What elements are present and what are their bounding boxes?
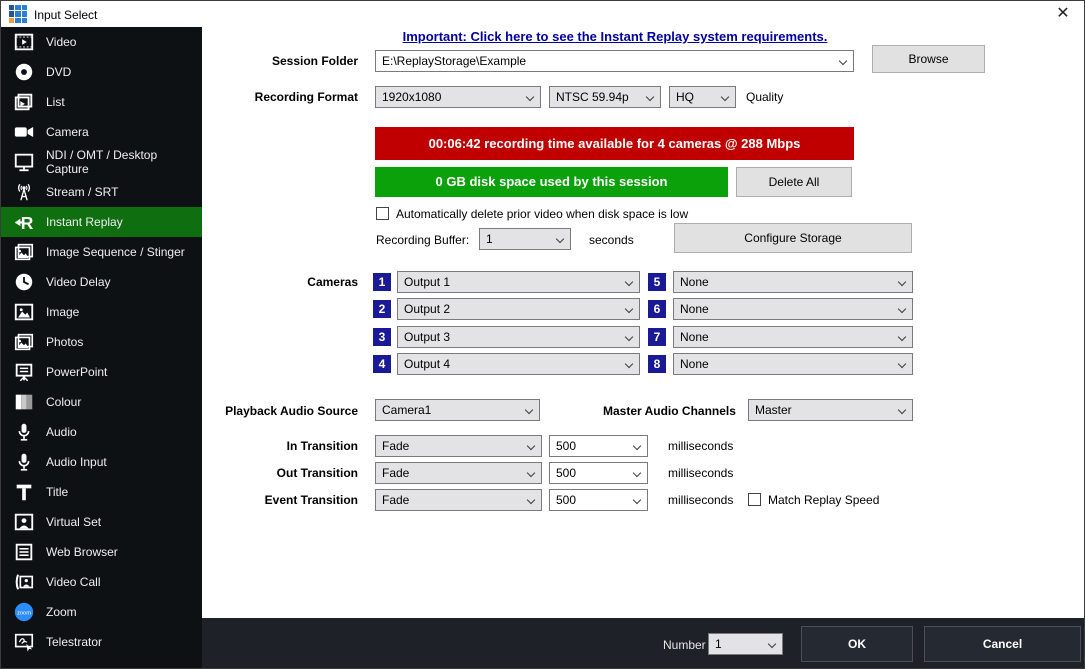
sidebar-item-stream-srt[interactable] [1,177,202,207]
svg-text:R: R [20,212,34,233]
camera-1-select[interactable]: Output 1 [397,271,640,293]
monitor-icon [11,151,37,173]
out-transition-effect-select[interactable]: Fade [375,462,542,484]
session-folder-input[interactable]: E:\ReplayStorage\Example [375,50,854,72]
sidebar-item-powerpoint[interactable] [1,357,202,387]
sidebar-item-label: Stream / SRT [46,185,119,199]
recording-format-label: Recording Format [254,90,358,104]
camera-number-badge: 1 [373,273,391,291]
cancel-button[interactable]: Cancel [924,626,1081,662]
sidebar-item-label: Image Sequence / Stinger [46,245,185,259]
sidebar-item-video-call[interactable] [1,567,202,597]
camera-3-select[interactable]: Output 3 [397,326,640,348]
sidebar-item-dvd[interactable] [1,57,202,87]
frame-rate-select[interactable]: NTSC 59.94p [549,86,661,108]
chevron-down-icon [625,361,633,369]
master-audio-channels-label: Master Audio Channels [603,404,736,418]
number-label: Number [663,638,706,652]
chevron-down-icon [898,407,906,415]
chevron-down-icon [625,306,633,314]
sidebar-item-list[interactable] [1,87,202,117]
chevron-down-icon [556,236,564,244]
sidebar-item-label: Instant Replay [46,215,123,229]
chevron-down-icon [633,443,641,451]
sidebar-item-label: Camera [46,125,89,139]
letter-t-icon [11,481,37,503]
sidebar-item-zoom[interactable] [1,597,202,627]
chevron-down-icon [646,94,654,102]
camera-7-select[interactable]: None [673,326,913,348]
chevron-down-icon [527,443,535,451]
chevron-down-icon [633,470,641,478]
chevron-down-icon [839,58,847,66]
person-frame-icon [11,511,37,533]
dialog-footer [202,618,1085,669]
sidebar-item-label: List [46,95,65,109]
sidebar-item-web-browser[interactable] [1,537,202,567]
antenna-icon [11,181,37,203]
stack-play-icon [11,91,37,113]
microphone-icon [11,451,37,473]
configure-storage-button[interactable]: Configure Storage [674,223,912,253]
replay-icon [11,211,37,233]
sidebar-item-label: Telestrator [46,635,103,649]
film-play-icon [11,31,37,53]
chevron-down-icon [527,470,535,478]
camera-number-badge: 6 [648,300,666,318]
sidebar-item-label: Video Call [46,575,101,589]
ok-button[interactable]: OK [801,626,913,662]
browser-icon [11,541,37,563]
milliseconds-label: milliseconds [668,493,734,507]
camera-2-select[interactable]: Output 2 [397,298,640,320]
chevron-down-icon [898,306,906,314]
in-transition-label: In Transition [286,439,358,453]
camera-number-badge: 7 [648,328,666,346]
sidebar-item-video[interactable] [1,27,202,57]
svg-text:zoom: zoom [17,610,31,617]
sidebar-item-title[interactable] [1,477,202,507]
sidebar-item-image[interactable] [1,297,202,327]
quality-label: Quality [746,90,784,104]
chevron-down-icon [527,497,535,505]
session-folder-label: Session Folder [271,54,358,68]
master-audio-channels-select[interactable]: Master [748,399,913,421]
video-camera-icon [11,121,37,143]
sidebar-item-photos[interactable] [1,327,202,357]
sidebar-item-instant-replay[interactable] [1,207,202,237]
seconds-label: seconds [589,233,634,247]
sidebar-item-label: Video Delay [46,275,111,289]
camera-6-select[interactable]: None [673,298,913,320]
sidebar-item-label: Video [46,35,77,49]
photo-stack-icon [11,331,37,353]
titlebar [1,1,1084,27]
zoom-logo-icon [11,601,37,623]
chevron-down-icon [625,279,633,287]
in-transition-effect-select[interactable]: Fade [375,435,542,457]
recording-buffer-select[interactable]: 1 [479,228,571,250]
playback-audio-source-select[interactable]: Camera1 [375,399,540,421]
sidebar-item-colour[interactable] [1,387,202,417]
sidebar-item-label: Web Browser [46,545,118,559]
auto-delete-checkbox[interactable] [376,207,389,220]
camera-number-badge: 8 [648,355,666,373]
sidebar-item-label: Image [46,305,80,319]
microphone-icon [11,421,37,443]
scribble-icon [11,631,37,653]
window-title: Input Select [34,8,98,22]
sidebar-item-audio-input[interactable] [1,447,202,477]
camera-number-badge: 4 [373,355,391,373]
camera-number-badge: 2 [373,300,391,318]
swatch-icon [11,391,37,413]
sidebar-item-camera[interactable] [1,117,202,147]
chevron-down-icon [526,94,534,102]
event-transition-effect-select[interactable]: Fade [375,489,542,511]
disk-space-banner: 0 GB disk space used by this session [375,167,728,197]
phone-person-icon [11,571,37,593]
camera-4-select[interactable]: Output 4 [397,353,640,375]
out-transition-duration-input[interactable]: 500 [549,462,648,484]
resolution-select[interactable]: 1920x1080 [375,86,541,108]
disc-icon [11,61,37,83]
match-replay-speed-label: Match Replay Speed [768,493,880,507]
in-transition-duration-input[interactable]: 500 [549,435,648,457]
clock-icon [11,271,37,293]
camera-number-badge: 5 [648,273,666,291]
camera-5-select[interactable]: None [673,271,913,293]
chevron-down-icon [625,334,633,342]
photo-stack-icon [11,241,37,263]
sidebar-item-label: Virtual Set [46,515,102,529]
close-icon[interactable]: ✕ [1056,5,1070,22]
image-icon [11,301,37,323]
sidebar-item-label: Photos [46,335,84,349]
sidebar-item-telestrator[interactable] [1,627,202,657]
milliseconds-label: milliseconds [668,439,734,453]
auto-delete-label: Automatically delete prior video when disk space is low [396,207,689,221]
sidebar-item-label: Zoom [46,605,77,619]
sidebar-item-label: Audio Input [46,455,107,469]
chevron-down-icon [898,334,906,342]
cameras-label: Cameras [307,275,358,289]
sidebar-item-image-sequence-stinger[interactable] [1,237,202,267]
sidebar-item-label: Audio [46,425,77,439]
chevron-down-icon [768,641,776,649]
system-requirements-link[interactable]: Important: Click here to see the Instant Replay system requirements. [402,29,828,44]
presentation-icon [11,361,37,383]
recording-buffer-label: Recording Buffer: [376,233,470,247]
sidebar-item-label: Title [46,485,69,499]
sidebar-item-audio[interactable] [1,417,202,447]
sidebar-item-label: PowerPoint [46,365,108,379]
recording-time-banner: 00:06:42 recording time available for 4 cameras @ 288 Mbps [375,127,854,160]
vmix-logo-icon [9,5,27,23]
event-transition-label: Event Transition [264,493,358,507]
chevron-down-icon [898,279,906,287]
sidebar-item-label: DVD [46,65,72,79]
sidebar-item-label: NDI / OMT / Desktop Capture [46,148,158,176]
chevron-down-icon [633,497,641,505]
delete-all-button[interactable]: Delete All [736,167,852,197]
event-transition-duration-input[interactable]: 500 [549,489,648,511]
number-select[interactable]: 1 [708,633,783,655]
chevron-down-icon [898,361,906,369]
out-transition-label: Out Transition [276,466,358,480]
milliseconds-label: milliseconds [668,466,734,480]
browse-button[interactable]: Browse [872,45,985,73]
sidebar-item-ndi-desktop-capture[interactable] [1,147,202,177]
camera-number-badge: 3 [373,328,391,346]
camera-8-select[interactable]: None [673,353,913,375]
sidebar-item-virtual-set[interactable] [1,507,202,537]
chevron-down-icon [721,94,729,102]
sidebar-item-video-delay[interactable] [1,267,202,297]
instant-replay-settings-panel [202,27,1085,618]
input-type-sidebar [1,27,202,669]
sidebar-item-label: Colour [46,395,82,409]
match-replay-speed-checkbox[interactable] [748,493,761,506]
chevron-down-icon [525,407,533,415]
playback-audio-source-label: Playback Audio Source [225,404,358,418]
quality-select[interactable]: HQ [669,86,736,108]
